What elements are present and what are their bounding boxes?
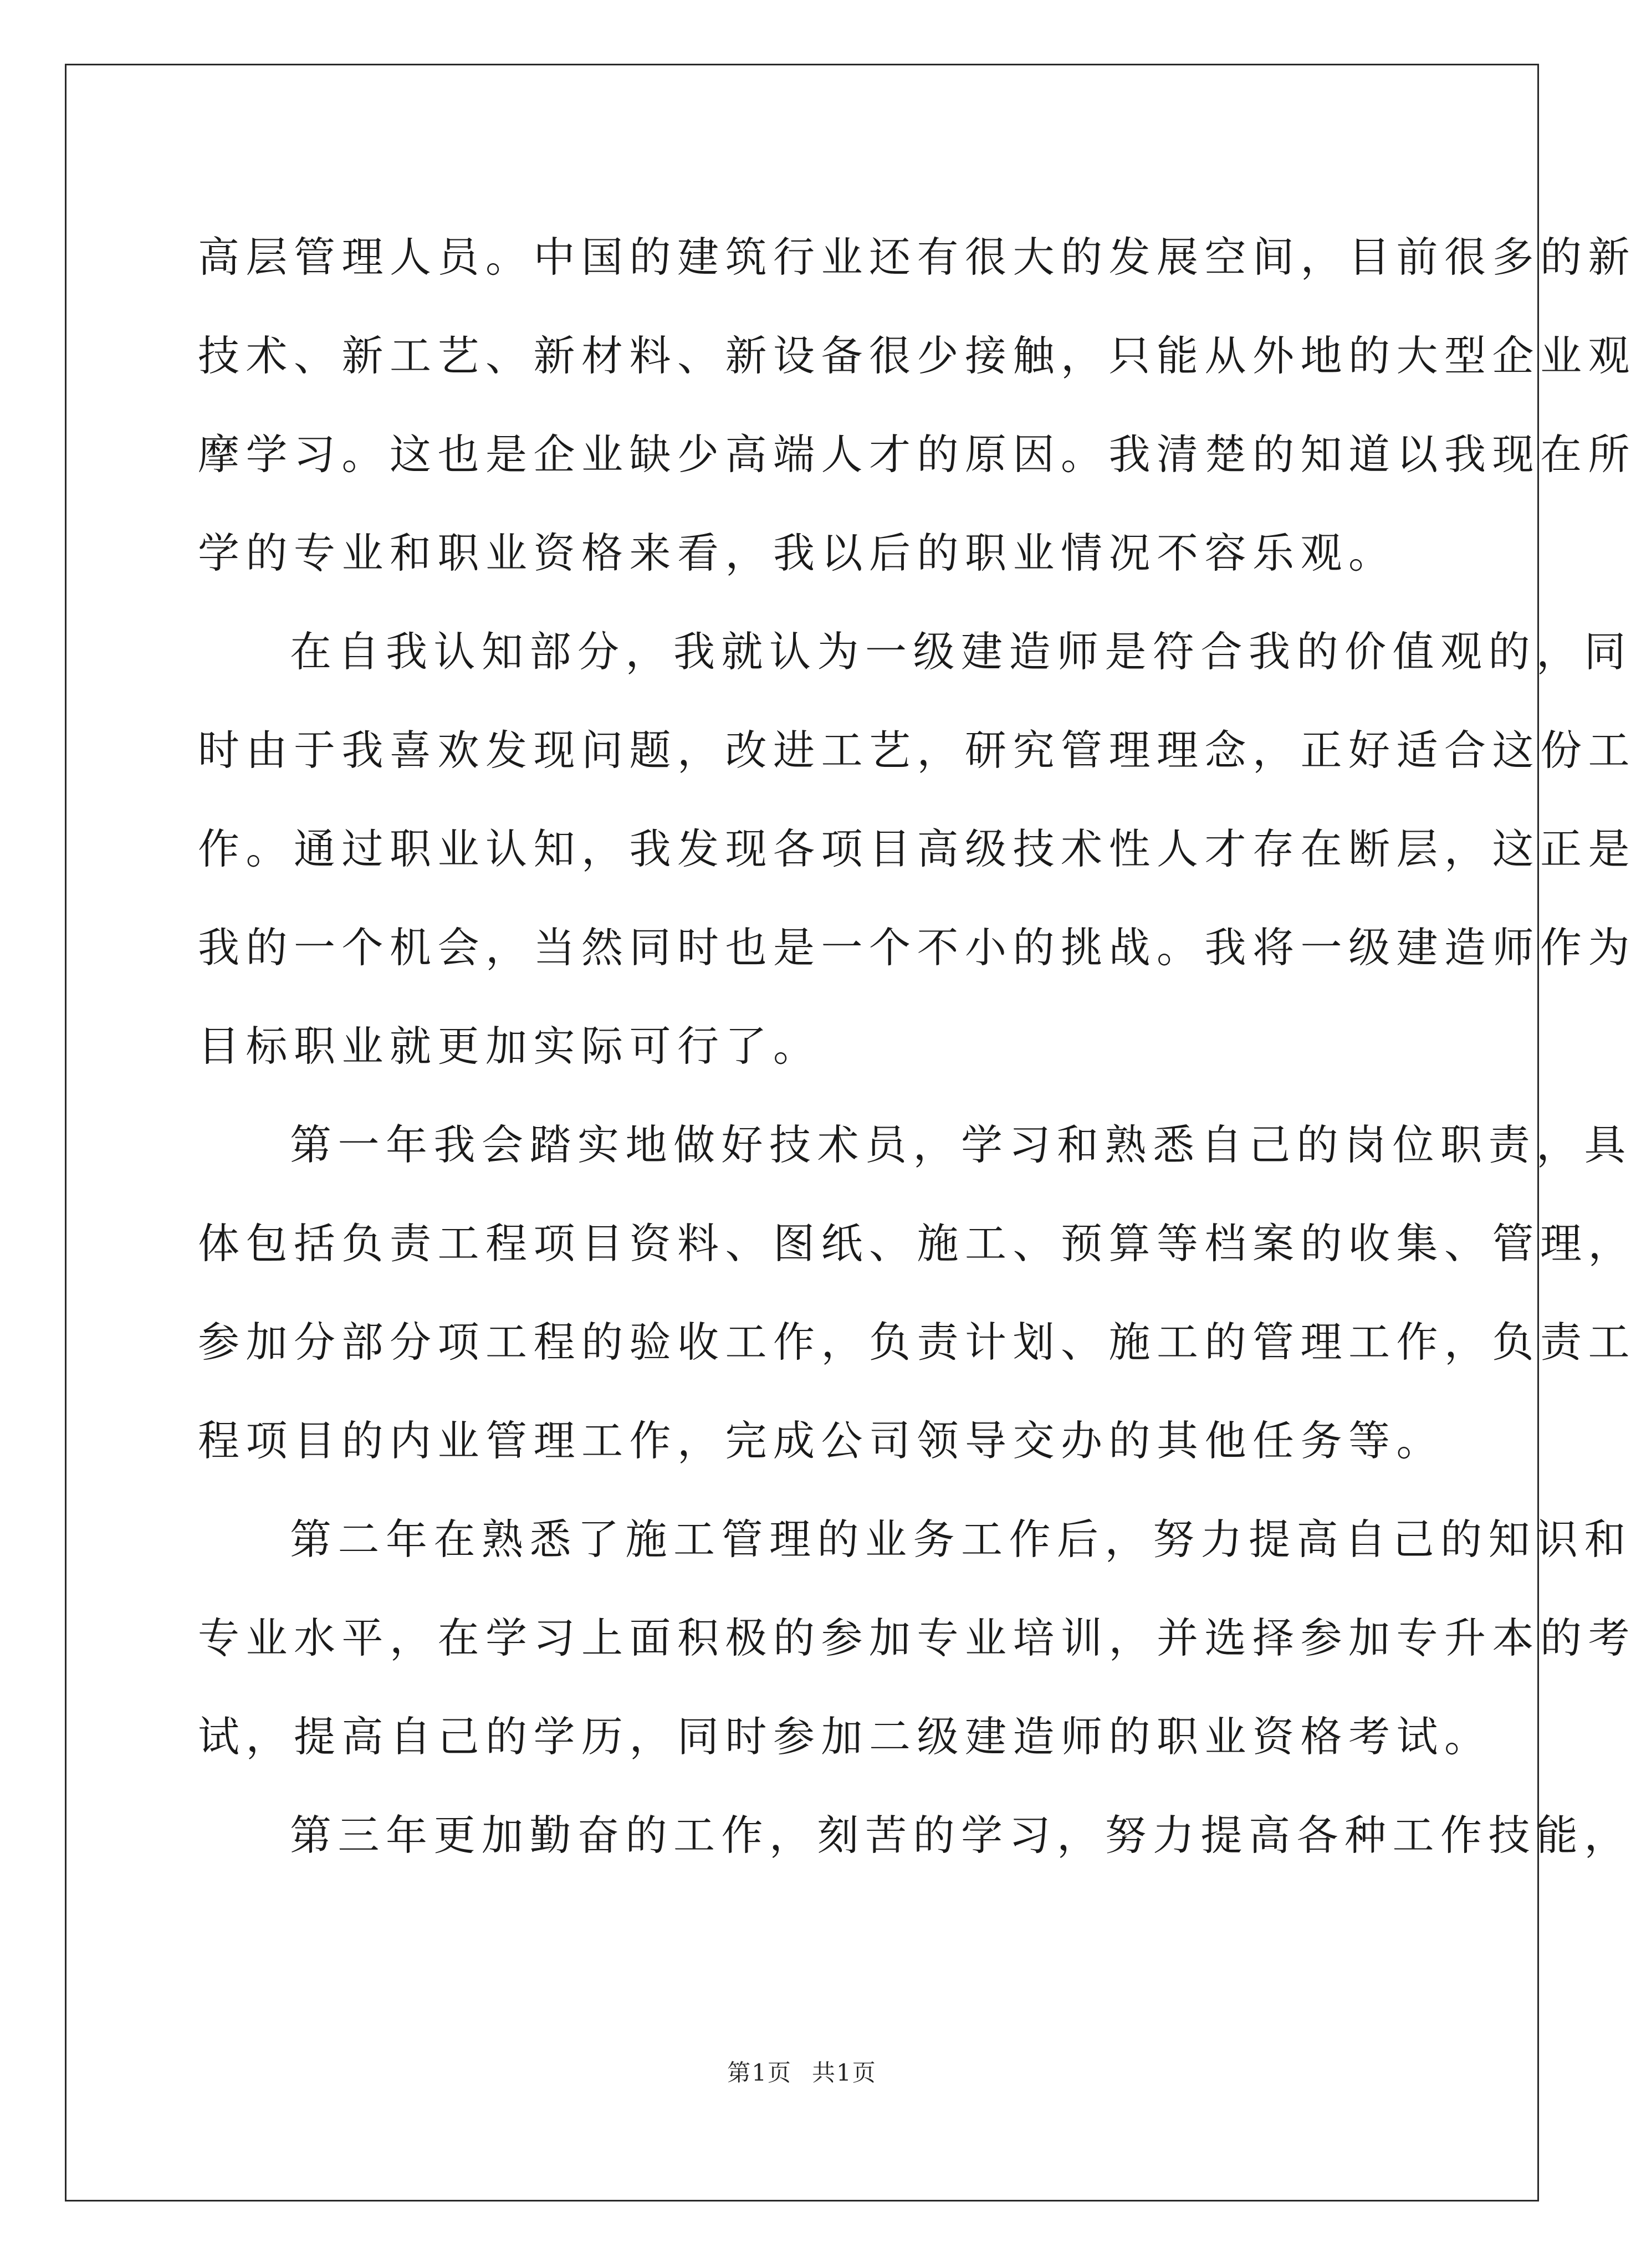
text-line: 作。通过职业认知，我发现各项目高级技术性人才存在断层，这正是 (198, 825, 1636, 873)
text-line: 摩学习。这也是企业缺少高端人才的原因。我清楚的知道以我现在所 (198, 430, 1636, 479)
text-line: 高层管理人员。中国的建筑行业还有很大的发展空间，目前很多的新 (198, 233, 1636, 281)
text-line: 技术、新工艺、新材料、新设备很少接触，只能从外地的大型企业观 (198, 331, 1636, 380)
document-body (198, 208, 1636, 1885)
text-line: 目标职业就更加实际可行了。 (198, 1022, 821, 1071)
page-total: 共1页 (812, 2059, 877, 2086)
page-footer (0, 2055, 1604, 2088)
text-line: 程项目的内业管理工作，完成公司领导交办的其他任务等。 (198, 1416, 1445, 1465)
text-line: 试，提高自己的学历，同时参加二级建造师的职业资格考试。 (198, 1712, 1492, 1761)
text-line: 体包括负责工程项目资料、图纸、施工、预算等档案的收集、管理， (198, 1219, 1636, 1268)
text-line: 专业水平，在学习上面积极的参加专业培训，并选择参加专升本的考 (198, 1614, 1636, 1662)
text-line: 学的专业和职业资格来看，我以后的职业情况不容乐观。 (198, 529, 1397, 577)
paragraph-first-line: 第二年在熟悉了施工管理的业务工作后，努力提高自己的知识和 (290, 1515, 1633, 1564)
text-line: 我的一个机会，当然同时也是一个不小的挑战。我将一级建造师作为 (198, 923, 1636, 972)
text-line: 时由于我喜欢发现问题，改进工艺，研究管理理念，正好适合这份工 (198, 726, 1636, 775)
text-line: 参加分部分项工程的验收工作，负责计划、施工的管理工作，负责工 (198, 1318, 1636, 1366)
paragraph-first-line: 第一年我会踏实地做好技术员，学习和熟悉自己的岗位职责，具 (290, 1120, 1633, 1169)
paragraph-first-line: 在自我认知部分，我就认为一级建造师是符合我的价值观的，同 (290, 627, 1633, 676)
page-number: 第1页 (727, 2059, 792, 2086)
paragraph-first-line: 第三年更加勤奋的工作，刻苦的学习，努力提高各种工作技能， (290, 1811, 1633, 1860)
